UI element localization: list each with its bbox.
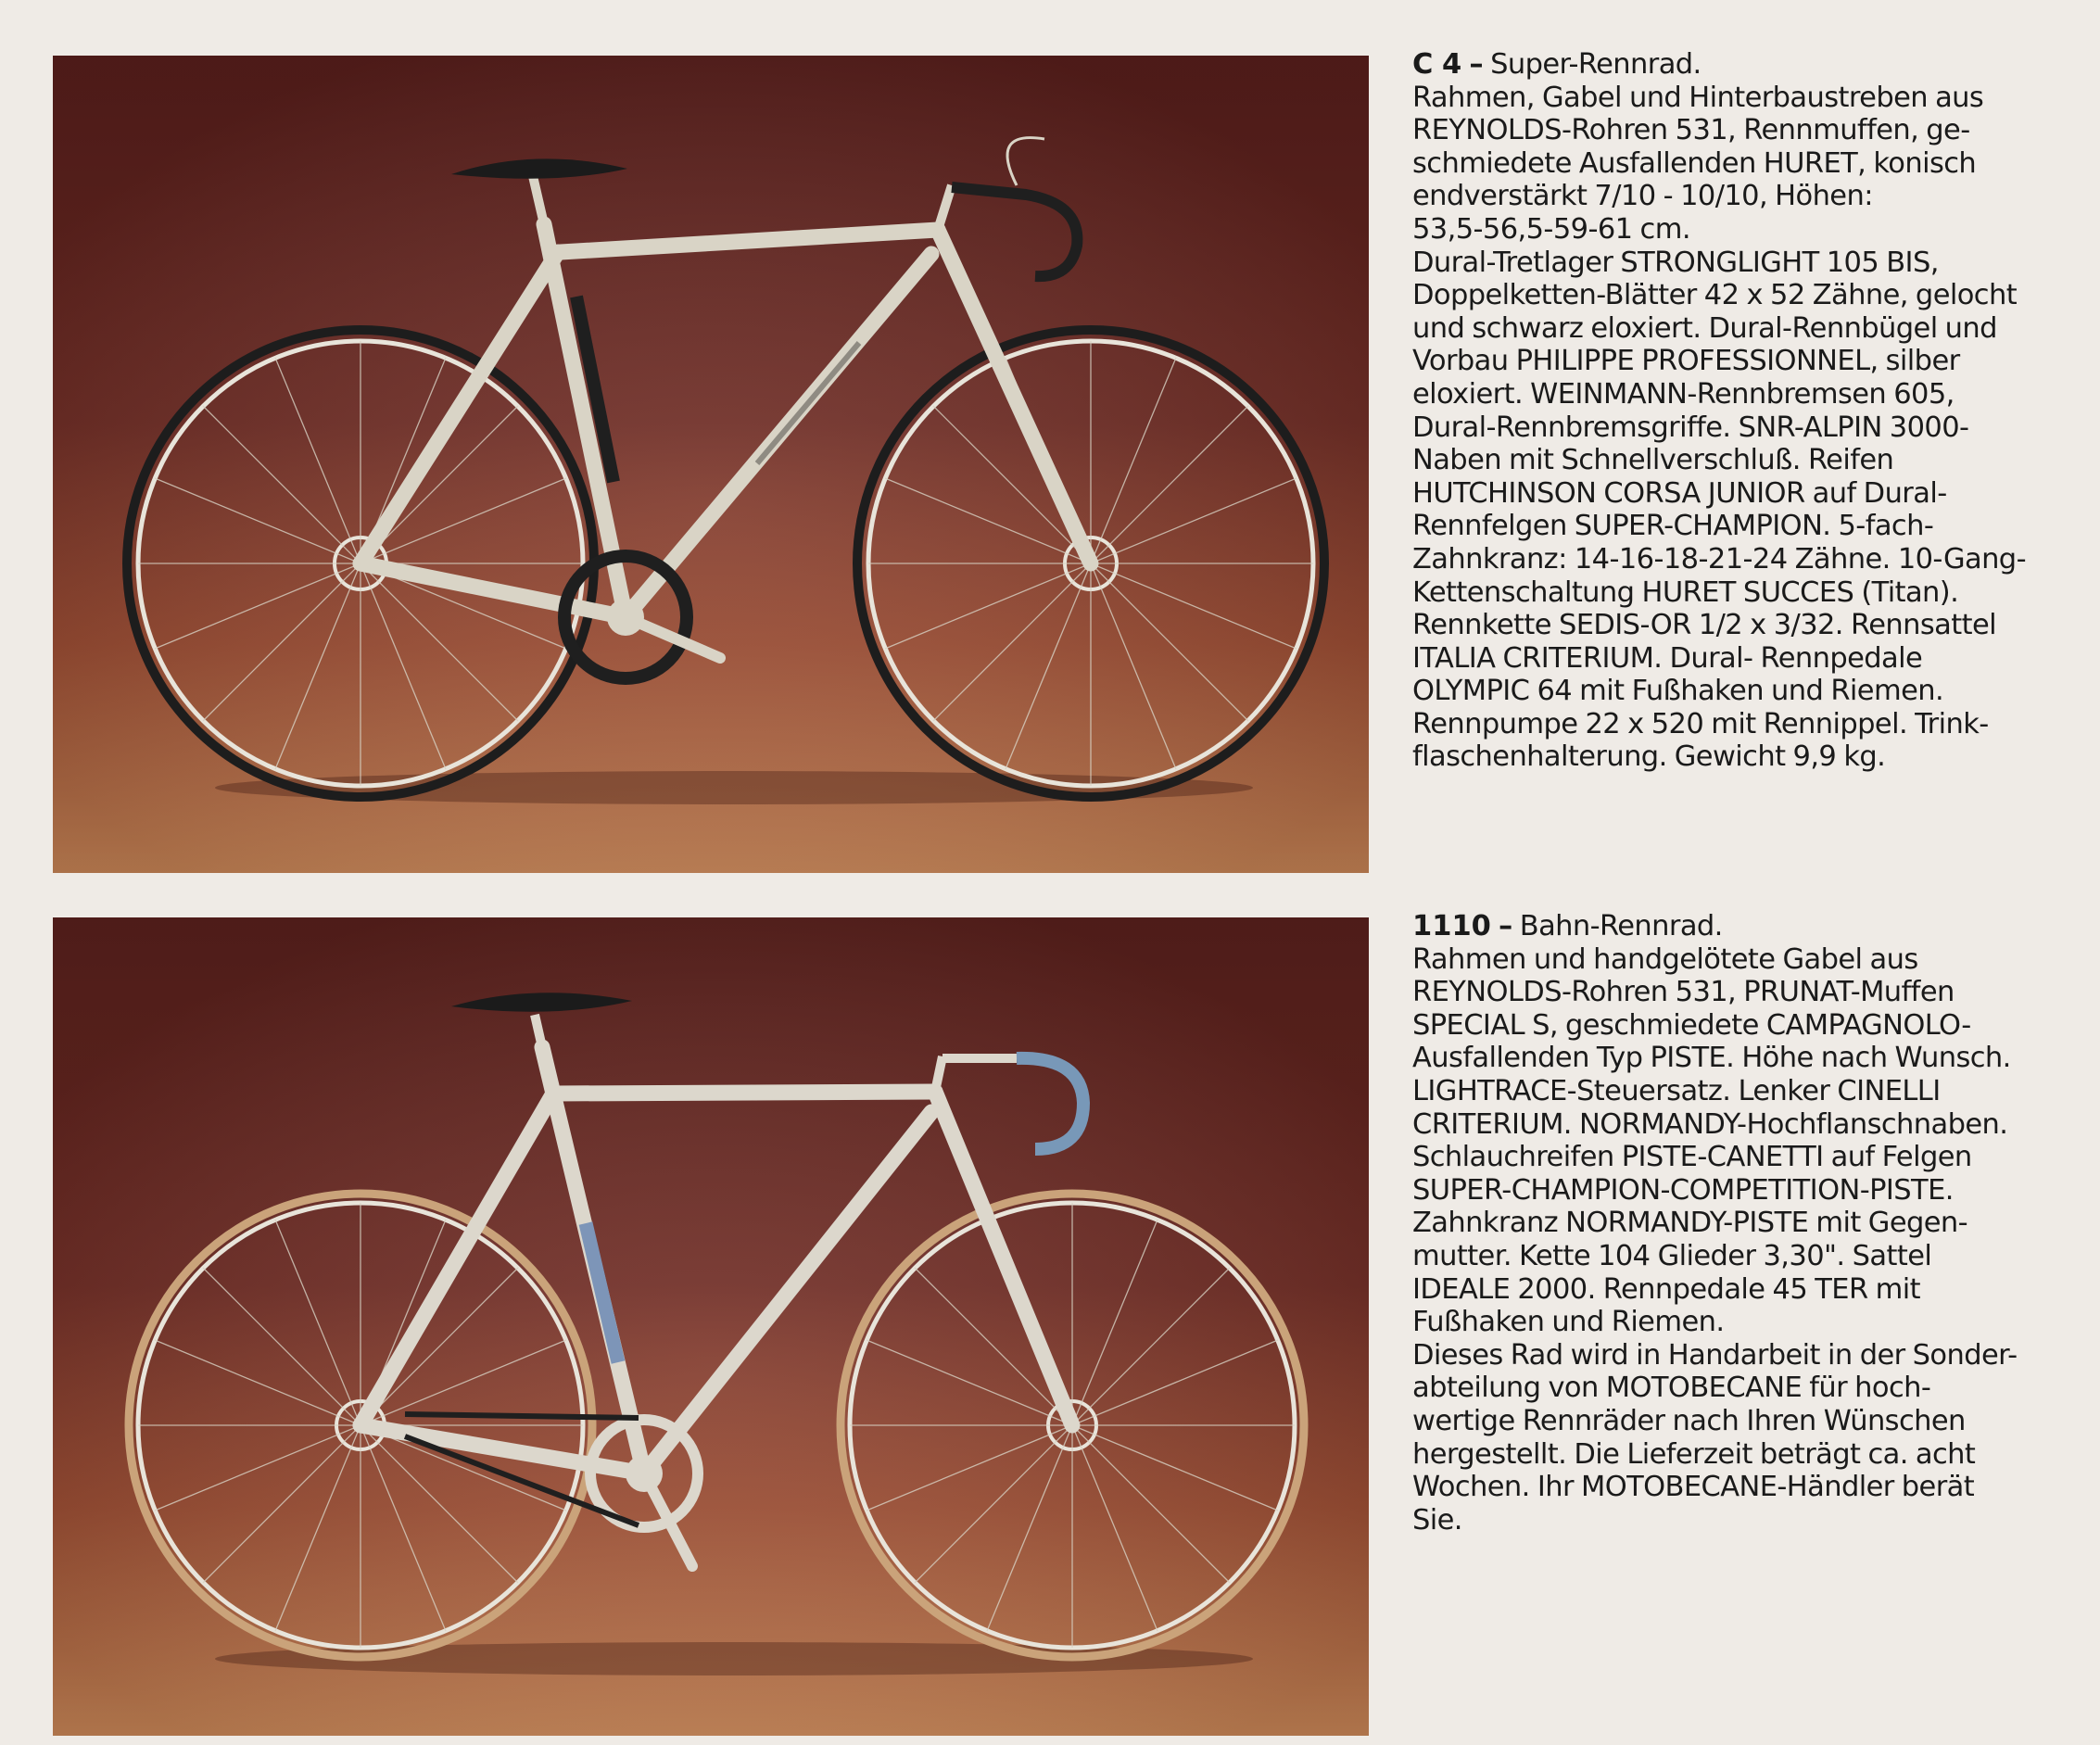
spec-line: hergestellt. Die Lieferzeit beträgt ca. acht — [1412, 1437, 1976, 1471]
spec-line: Rennpumpe 22 x 520 mit Rennippel. Trink- — [1412, 707, 1989, 740]
model-code: 1110 — [1412, 910, 1491, 942]
bicycle-illustration-c4 — [53, 56, 1369, 873]
spec-line: 53,5-56,5-59-61 cm. — [1412, 212, 1690, 246]
spec-line: REYNOLDS-Rohren 531, PRUNAT-Muffen — [1412, 976, 1955, 1009]
spec-line: wertige Rennräder nach Ihren Wünschen — [1412, 1404, 1966, 1437]
spec-line: Kettenschaltung HURET SUCCES (Titan). — [1412, 575, 1959, 609]
spec-line: Vorbau PHILIPPE PROFESSIONNEL, silber — [1412, 345, 1960, 378]
spec-line: Dural-Tretlager STRONGLIGHT 105 BIS, — [1412, 246, 1939, 279]
spec-line: endverstärkt 7/10 - 10/10, Höhen: — [1412, 180, 1873, 213]
bike-photo-1110 — [53, 917, 1369, 1736]
model-title: Super-Rennrad. — [1490, 48, 1702, 81]
spec-line: Wochen. Ihr MOTOBECANE-Händler berät — [1412, 1471, 1975, 1504]
product-heading — [1412, 910, 2061, 943]
spec-line: eloxiert. WEINMANN-Rennbremsen 605, — [1412, 377, 1955, 411]
spec-line: Zahnkranz: 14-16-18-21-24 Zähne. 10-Gang- — [1412, 542, 2026, 575]
bicycle-illustration-1110 — [53, 917, 1369, 1736]
product-description-1110 — [1412, 910, 2061, 1536]
product-description-c4 — [1412, 48, 2061, 774]
model-title: Bahn-Rennrad. — [1519, 910, 1723, 942]
spec-line: Dieses Rad wird in Handarbeit in der Sonder- — [1412, 1338, 2018, 1372]
heading-dash: – — [1469, 48, 1483, 81]
spec-line: Zahnkranz NORMANDY-PISTE mit Gegen- — [1412, 1207, 1968, 1240]
spec-line: Ausfallenden Typ PISTE. Höhe nach Wunsch. — [1412, 1042, 2011, 1075]
spec-line: flaschenhalterung. Gewicht 9,9 kg. — [1412, 740, 1886, 774]
spec-line: Fußhaken und Riemen. — [1412, 1306, 1725, 1339]
spec-line: und schwarz eloxiert. Dural-Rennbügel und — [1412, 311, 1997, 345]
spec-line: HUTCHINSON CORSA JUNIOR auf Dural- — [1412, 476, 1947, 510]
spec-line: REYNOLDS-Rohren 531, Rennmuffen, ge- — [1412, 114, 1970, 147]
spec-line: Dural-Rennbremsgriffe. SNR-ALPIN 3000- — [1412, 411, 1969, 444]
spec-line: mutter. Kette 104 Glieder 3,30". Sattel — [1412, 1239, 1932, 1272]
spec-line: Rahmen, Gabel und Hinterbaustreben aus — [1412, 81, 1984, 114]
spec-line: Rennfelgen SUPER-CHAMPION. 5-fach- — [1412, 510, 1934, 543]
spec-line: OLYMPIC 64 mit Fußhaken und Riemen. — [1412, 675, 1944, 708]
spec-line: SPECIAL S, geschmiedete CAMPAGNOLO- — [1412, 1008, 1971, 1042]
spec-line: IDEALE 2000. Rennpedale 45 TER mit — [1412, 1272, 1920, 1306]
product-heading — [1412, 48, 2061, 82]
spec-line: CRITERIUM. NORMANDY-Hochflanschnaben. — [1412, 1107, 2008, 1141]
spec-line: Sie. — [1412, 1503, 1462, 1536]
spec-line: SUPER-CHAMPION-COMPETITION-PISTE. — [1412, 1173, 1954, 1207]
heading-dash: – — [1499, 910, 1512, 942]
spec-line: Doppelketten-Blätter 42 x 52 Zähne, gelocht — [1412, 279, 2018, 312]
spec-line: abteilung von MOTOBECANE für hoch- — [1412, 1372, 1931, 1405]
spec-line: Rennkette SEDIS-OR 1/2 x 3/32. Rennsattel — [1412, 609, 1996, 642]
spec-line: ITALIA CRITERIUM. Dural- Rennpedale — [1412, 641, 1923, 675]
bike-photo-c4 — [53, 56, 1369, 873]
spec-line: Naben mit Schnellverschluß. Reifen — [1412, 444, 1894, 477]
spec-line: Rahmen und handgelötete Gabel aus — [1412, 942, 1918, 976]
model-code: C 4 — [1412, 48, 1462, 81]
spec-line: Schlauchreifen PISTE-CANETTI auf Felgen — [1412, 1141, 1972, 1174]
spec-line: schmiedete Ausfallenden HURET, konisch — [1412, 146, 1977, 180]
spec-line: LIGHTRACE-Steuersatz. Lenker CINELLI — [1412, 1074, 1941, 1107]
